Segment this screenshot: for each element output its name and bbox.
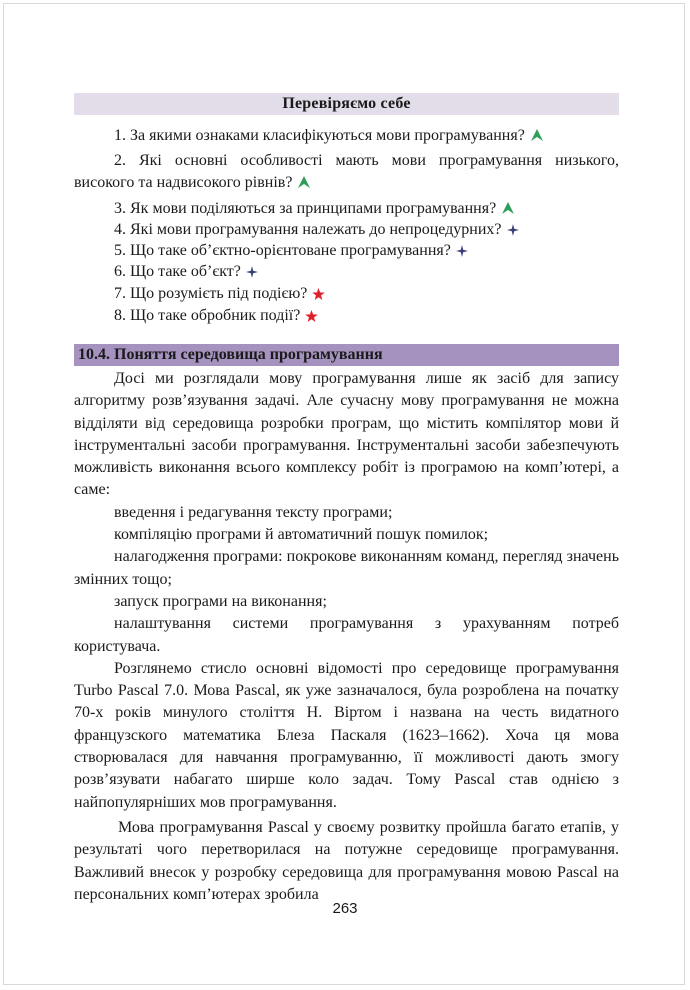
question-text: 2. Які основні особливості мають мови програмування низького, — [114, 152, 619, 169]
paragraph: Мова програмування Pascal у своєму розвитку пройшла багато етапів, у результаті чого перетворилася на потужне середовище програмування. Важливий внесок у розробку середовища для програмування мовою Pascal на персональних комп’ютерах зробила — [74, 818, 619, 903]
page-number: 263 — [332, 900, 358, 917]
review-heading: Перевіряємо себе — [74, 93, 619, 115]
question-text: 1. За якими ознаками класифікуються мови програмування? — [114, 127, 525, 144]
paragraph: Досі ми розглядали мову програмування лише як засіб для запису алгоритму розв’язування задачі. Але сучасну мову програмування не можна відділяти від середовища розробки програм, що містить компілятор мови й інструментальні засоби програмування. Інструментальні засоби забезпечують можливість виконання всього комплексу робіт із програмою на комп’ютері, а саме: — [74, 370, 619, 499]
red-star-icon — [312, 288, 325, 300]
question-text: 8. Що таке обробник події? — [114, 307, 301, 324]
green-triangle-icon — [530, 129, 544, 142]
blue-star-icon — [507, 224, 519, 236]
list-item: введення і редагування тексту програми; — [114, 503, 393, 521]
blue-star-icon — [456, 245, 468, 257]
question-6 — [74, 261, 619, 283]
list-item: запуск програми на виконання; — [114, 592, 327, 610]
question-text: 5. Що таке об’єктно-орієнтоване програмування? — [114, 242, 451, 259]
question-3 — [74, 198, 619, 220]
question-text: високого та надвисокого рівнів? — [74, 174, 293, 191]
question-4 — [74, 219, 619, 241]
red-star-icon — [305, 310, 318, 322]
question-2-line-1 — [74, 150, 619, 172]
question-2-line-2 — [74, 172, 619, 194]
blue-star-icon — [246, 266, 258, 278]
question-text: 7. Що розумієть під подією? — [114, 285, 308, 302]
list-item: налагодження програми: покрокове виконанням команд, перегляд значень змінних тощо; — [74, 548, 619, 588]
paragraph: Розглянемо стисло основні відомості про середовище програмування Turbo Pascal 7.0. Мова Pascal, як уже зазначалося, була розроблена на початку 70-х років минулого століття Н. Віртом і названа на честь видатного французского математика Блеза Паскаля (1623–1662). Хоча ця мова створювалася для навчання програмуванню, її можливості дають змогу розв’язувати набагато ширше коло задач. Тому Pascal став однією з найпопулярніших мов програмування. — [74, 659, 619, 811]
question-1 — [74, 125, 619, 147]
green-triangle-icon — [297, 176, 311, 189]
list-item: налаштування системи програмування з урахуванням потреб користувача. — [74, 615, 619, 655]
question-text: 6. Що таке об’єкт? — [114, 263, 241, 280]
question-text: 3. Як мови поділяються за принципами програмування? — [114, 200, 497, 217]
section-heading: 10.4. Поняття середовища програмування — [74, 344, 619, 366]
question-8 — [74, 305, 619, 327]
list-item: компіляцію програми й автоматичний пошук помилок; — [114, 526, 489, 544]
question-7 — [74, 283, 619, 305]
section-body — [74, 368, 619, 906]
green-triangle-icon — [501, 202, 515, 215]
question-5 — [74, 240, 619, 262]
question-text: 4. Які мови програмування належать до непроцедурних? — [114, 221, 502, 238]
